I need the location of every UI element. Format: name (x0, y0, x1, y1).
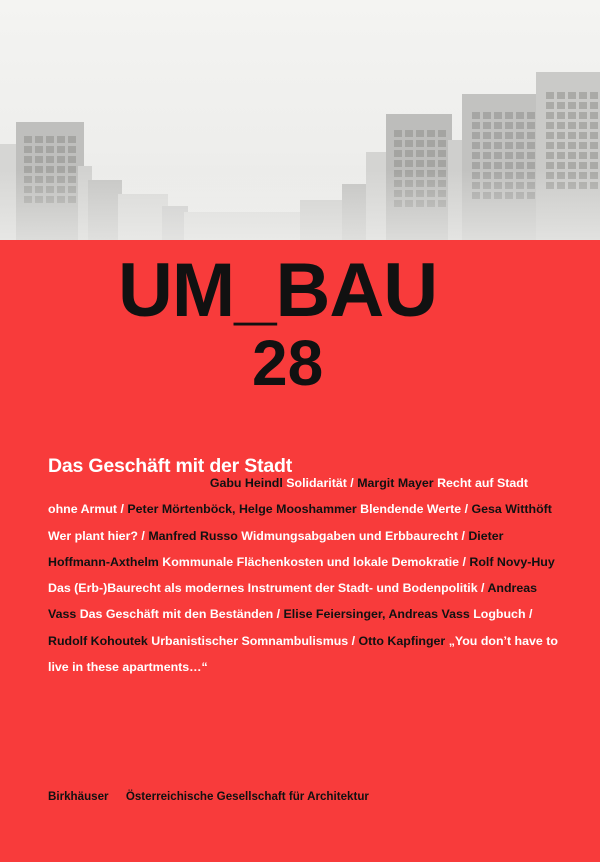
contents-author: Elise Feiersinger, Andreas Vass (283, 607, 470, 622)
contents-title: Das Geschäft mit den Beständen / (79, 607, 281, 622)
contents-author: Gabu Heindl (209, 476, 283, 490)
building-block (184, 212, 304, 240)
contents-author: Peter Mörtenböck, Helge Mooshammer (127, 502, 357, 517)
contents-list (48, 470, 560, 680)
window-grid (546, 92, 598, 189)
page-title: UM_BAU (118, 248, 438, 333)
contents-title: Das (Erb-)Baurecht als modernes Instrument der Stadt- und Bodenpolitik / (48, 581, 485, 596)
building-block (16, 122, 84, 240)
building-block (462, 94, 540, 240)
building-block (118, 194, 168, 240)
building-block (536, 72, 600, 240)
society-name: Österreichische Gesellschaft für Architektur (125, 790, 369, 803)
contents-author: Dieter Hoffmann-Axthelm (48, 528, 504, 569)
contents-title: Solidarität / (286, 476, 354, 490)
contents-title: Urbanistischer Somnambulismus / (151, 633, 356, 648)
contents-author: Manfred Russo (148, 528, 238, 543)
contents-author: Rolf Novy-Huy (469, 554, 555, 569)
contents-title: Widmungsabgaben und Erbbaurecht / (241, 528, 465, 543)
window-grid (472, 112, 535, 199)
cover-subtitle: Das Geschäft mit der Stadt (48, 455, 293, 477)
contents-author: Gesa Witthöft (471, 502, 552, 517)
building-block (300, 200, 346, 240)
window-grid (24, 136, 76, 203)
building-block (386, 114, 452, 240)
contents-title: Logbuch / (473, 607, 533, 622)
contents-author: Margit Mayer (357, 476, 434, 490)
contents-title: Wer plant hier? / (48, 528, 145, 543)
building-block (88, 180, 122, 240)
contents-title: Blendende Werte / (360, 502, 469, 517)
contents-author: Andreas Vass (48, 581, 538, 622)
contents-author: Rudolf Kohoutek (48, 633, 148, 648)
issue-number: 28 (252, 327, 324, 399)
publisher-name: Birkhäuser (48, 790, 109, 803)
imprint (48, 790, 369, 803)
window-grid (394, 130, 446, 207)
contents-title: Recht auf Stadt ohne Armut / (48, 476, 528, 517)
contents-title: „You don’t have to live in these apartments…“ (48, 633, 558, 675)
cover-photograph (0, 0, 600, 240)
contents-author: Otto Kapfinger (358, 633, 446, 648)
contents-title: Kommunale Flächenkosten und lokale Demokratie / (162, 554, 466, 569)
